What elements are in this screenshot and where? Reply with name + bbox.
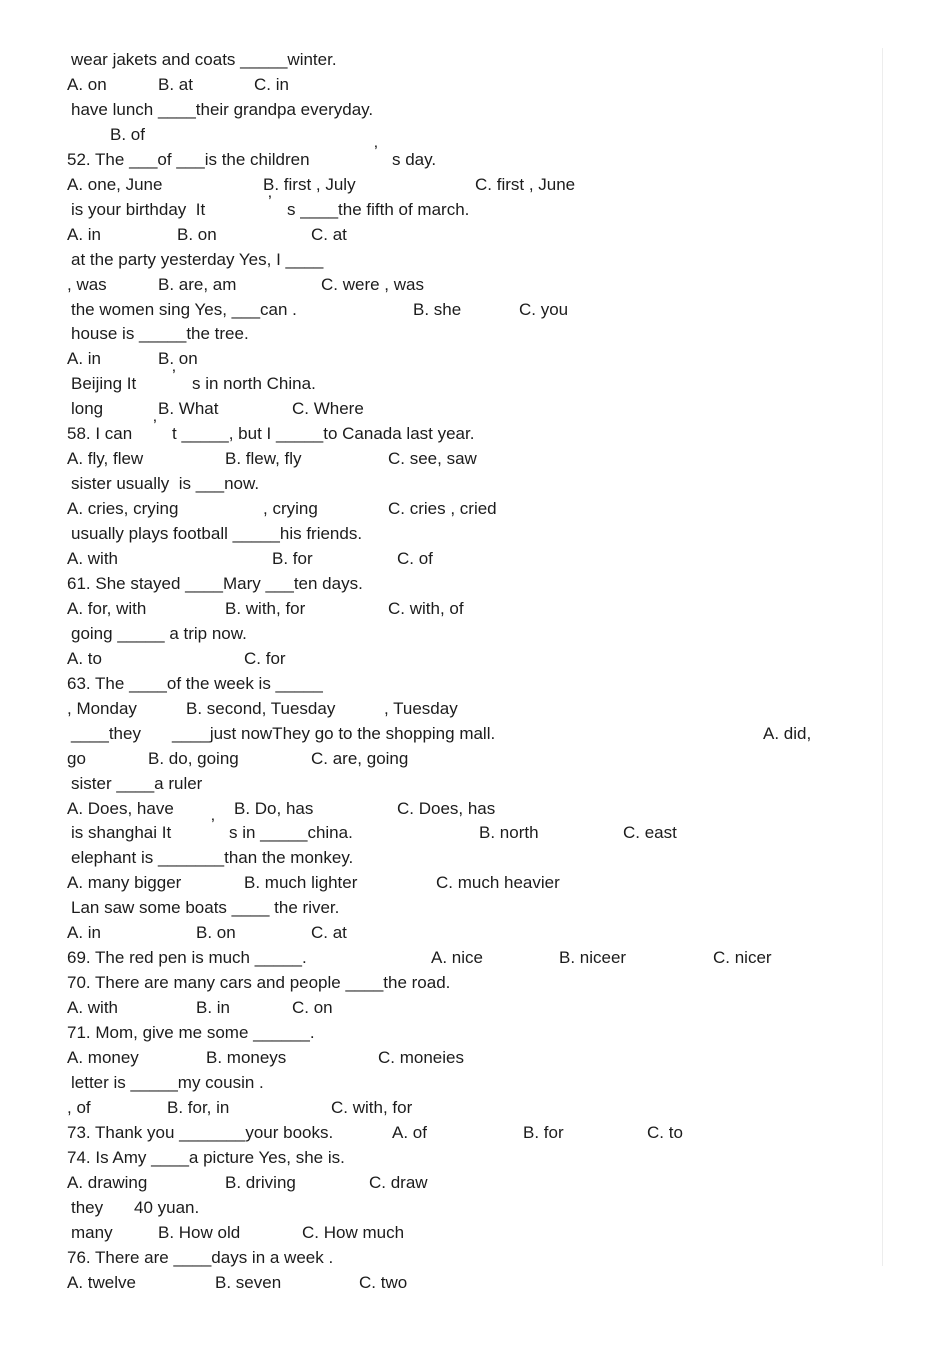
line-25-segment-1: A. to (67, 648, 102, 668)
line-34-segment-2: B. much lighter (244, 873, 358, 893)
line-50-segment-3: C. two (359, 1272, 408, 1292)
line-31-segment-2: B. Do, has (234, 798, 314, 818)
line-11-segment-1: the women sing Yes, ___can . (71, 299, 297, 319)
margin-rule (882, 48, 883, 1266)
line-48-segment-1: many (71, 1222, 113, 1242)
line-7-segment-3: s ____the fifth of march. (287, 199, 470, 219)
line-44-segment-3: B. for (523, 1122, 564, 1142)
line-1-segment-1: wear jakets and coats _____winter. (71, 50, 337, 69)
line-8-segment-1: A. in (67, 224, 102, 244)
line-41-segment-3: C. moneies (378, 1048, 464, 1067)
line-37-segment-4: C. nicer (713, 948, 772, 968)
line-17-segment-1: A. fly, flew (67, 449, 144, 469)
line-38-segment-1: 70. There are many cars and people ____the road. (67, 973, 451, 993)
line-2-segment-1: A. on (67, 74, 107, 94)
line-39-segment-1: A. with (67, 998, 119, 1018)
line-27-segment-1: , Monday (67, 698, 137, 718)
line-36-segment-1: A. in (67, 923, 102, 943)
line-48-segment-2: B. How old (158, 1222, 241, 1242)
line-32-segment-4: B. north (479, 823, 539, 843)
line-10-segment-1: , was (67, 274, 107, 294)
line-7-segment-1: is your birthday It (71, 199, 206, 219)
line-48-segment-3: C. How much (302, 1222, 405, 1242)
line-9-segment-1: at the party yesterday Yes, I ____ (71, 249, 324, 269)
line-50-segment-1: A. twelve (67, 1272, 136, 1292)
line-24-segment-1: going _____ a trip now. (71, 623, 247, 643)
line-4-segment-1: B. of (110, 124, 145, 144)
line-30-segment-1: sister ____a ruler (71, 773, 203, 793)
line-17-segment-3: C. see, saw (388, 449, 477, 469)
line-31-segment-3: C. Does, has (397, 798, 496, 818)
line-6-segment-3: C. first , June (475, 174, 576, 194)
line-6-segment-2: B. first , July (263, 174, 356, 194)
line-31-segment-1: A. Does, have (67, 798, 174, 818)
line-40-segment-1: 71. Mom, give me some ______. (67, 1023, 315, 1043)
line-44-segment-4: C. to (647, 1122, 683, 1142)
line-15-segment-3: C. Where (292, 399, 364, 419)
line-25-segment-2: C. for (244, 648, 286, 668)
line-28-segment-1: ____they (71, 723, 141, 743)
line-15-segment-1: long (71, 399, 104, 419)
line-46-segment-1: A. drawing (67, 1172, 148, 1192)
line-10-segment-2: B. are, am (158, 274, 237, 294)
line-46-segment-3: C. draw (369, 1172, 428, 1192)
line-10-segment-3: C. were , was (321, 274, 424, 294)
line-5-segment-3: s day. (392, 149, 437, 169)
line-32-segment-5: C. east (623, 823, 677, 843)
line-32-segment-2: ’ (211, 815, 215, 835)
line-29-segment-3: C. are, going (311, 748, 409, 768)
line-14-segment-2: ’ (172, 366, 176, 386)
line-39-segment-3: C. on (292, 998, 333, 1018)
line-13-segment-1: A. in (67, 349, 102, 369)
line-22-segment-1: 61. She stayed ____Mary ___ten days. (67, 573, 363, 593)
line-8-segment-2: B. on (177, 224, 217, 244)
line-11-segment-2: B. she (413, 299, 462, 319)
line-21-segment-1: A. with (67, 549, 119, 568)
line-19-segment-2: , crying (263, 499, 318, 519)
line-43-segment-2: B. for, in (167, 1097, 230, 1117)
line-29-segment-2: B. do, going (148, 748, 239, 768)
line-11-segment-3: C. you (519, 299, 569, 319)
line-7-segment-2: ’ (268, 191, 272, 211)
line-5-segment-1: 52. The ___of ___is the children (67, 149, 310, 169)
line-3-segment-1: have lunch ____their grandpa everyday. (71, 99, 374, 119)
line-46-segment-2: B. driving (225, 1172, 296, 1192)
line-16-segment-1: 58. I can (67, 424, 133, 444)
line-14-segment-1: Beijing It (71, 374, 137, 394)
line-37-segment-2: A. nice (431, 948, 483, 968)
line-32-segment-1: is shanghai It (71, 823, 172, 843)
line-23-segment-2: B. with, for (225, 598, 306, 618)
line-43-segment-1: , of (67, 1097, 91, 1117)
line-27-segment-2: B. second, Tuesday (186, 698, 336, 718)
line-27-segment-3: , Tuesday (384, 698, 458, 718)
line-19-segment-3: C. cries , cried (388, 499, 497, 519)
line-14-segment-3: s in north China. (192, 374, 316, 394)
line-39-segment-2: B. in (196, 998, 231, 1018)
line-20-segment-1: usually plays football _____his friends. (71, 524, 363, 544)
line-37-segment-1: 69. The red pen is much _____. (67, 948, 307, 968)
line-21-segment-3: C. of (397, 549, 433, 568)
line-13-segment-2: B. on (158, 349, 198, 369)
line-47-segment-1: they (71, 1197, 104, 1217)
line-12-segment-1: house is _____the tree. (71, 324, 249, 344)
line-19-segment-1: A. cries, crying (67, 499, 179, 519)
line-2-segment-2: B. at (158, 74, 193, 94)
line-41-segment-2: B. moneys (206, 1048, 287, 1067)
line-42-segment-1: letter is _____my cousin . (71, 1072, 264, 1092)
line-37-segment-3: B. niceer (559, 948, 627, 968)
line-16-segment-2: ’ (153, 416, 157, 436)
line-26-segment-1: 63. The ____of the week is _____ (67, 673, 323, 693)
line-33-segment-1: elephant is _______than the monkey. (71, 848, 354, 868)
line-21-segment-2: B. for (272, 549, 313, 568)
line-34-segment-3: C. much heavier (436, 873, 560, 893)
line-36-segment-3: C. at (311, 923, 347, 943)
line-23-segment-1: A. for, with (67, 598, 147, 618)
line-5-segment-2: ’ (374, 141, 378, 161)
line-23-segment-3: C. with, of (388, 598, 464, 618)
line-44-segment-2: A. of (392, 1122, 427, 1142)
line-16-segment-3: t _____, but I _____to Canada last year. (172, 424, 475, 444)
line-29-segment-1: go (67, 748, 86, 768)
line-35-segment-1: Lan saw some boats ____ the river. (71, 898, 340, 918)
line-28-segment-2: ____just nowThey go to the shopping mall. (172, 723, 496, 743)
line-28-segment-3: A. did, (763, 723, 812, 743)
line-49-segment-1: 76. There are ____days in a week . (67, 1247, 334, 1267)
line-18-segment-1: sister usually is ___now. (71, 474, 260, 494)
line-50-segment-2: B. seven (215, 1272, 282, 1292)
line-41-segment-1: A. money (67, 1048, 139, 1067)
line-36-segment-2: B. on (196, 923, 236, 943)
line-44-segment-1: 73. Thank you _______your books. (67, 1122, 334, 1142)
line-2-segment-3: C. in (254, 74, 289, 94)
line-47-segment-2: 40 yuan. (134, 1197, 200, 1217)
line-34-segment-1: A. many bigger (67, 873, 182, 893)
line-45-segment-1: 74. Is Amy ____a picture Yes, she is. (67, 1147, 345, 1167)
line-32-segment-3: s in _____china. (229, 823, 353, 843)
line-15-segment-2: B. What (158, 399, 219, 419)
line-17-segment-2: B. flew, fly (225, 449, 302, 469)
line-6-segment-1: A. one, June (67, 174, 163, 194)
line-43-segment-3: C. with, for (331, 1097, 413, 1117)
line-8-segment-3: C. at (311, 224, 347, 244)
